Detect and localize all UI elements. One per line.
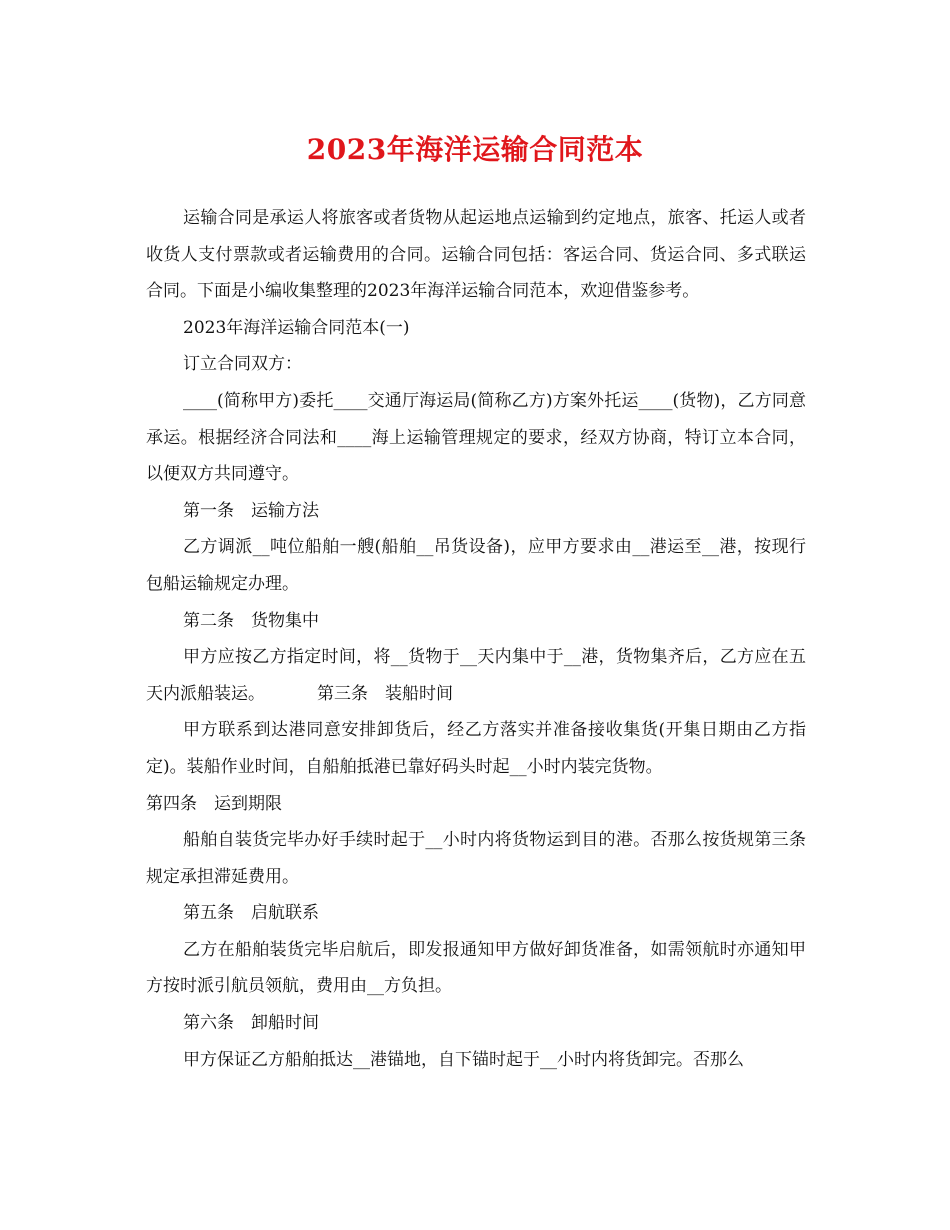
article-2-heading: 第二条 货物集中 <box>183 610 319 631</box>
article-5-text: 乙方在船舶装货完毕启航后，即发报通知甲方做好卸货准备，如需领航时亦通知甲方按时派引航员领航，费用由__方负担。 <box>146 939 806 997</box>
section-title: 2023年海洋运输合同范本(一) <box>183 317 410 338</box>
article-4-heading: 第四条 运到期限 <box>146 793 282 814</box>
article-1-heading: 第一条 运输方法 <box>183 500 319 521</box>
article-6-heading: 第六条 卸船时间 <box>183 1013 319 1034</box>
intro-paragraph: 运输合同是承运人将旅客或者货物从起运地点运输到约定地点，旅客、托运人或者收货人支付票款或者运输费用的合同。运输合同包括：客运合同、货运合同、多式联运合同。下面是小编收集整理的2023年海洋运输合同范本，欢迎借鉴参考。 <box>146 208 806 302</box>
article-5-heading: 第五条 启航联系 <box>183 903 319 924</box>
parties-paragraph: ____(简称甲方)委托____交通厅海运局(简称乙方)方案外托运____(货物)，乙方同意承运。根据经济合同法和____海上运输管理规定的要求，经双方协商，特订立本合同，以便双方共同遵守。 <box>146 390 806 485</box>
article-2-paragraph <box>146 639 806 712</box>
article-3-text: 甲方联系到达港同意安排卸货后，经乙方落实并准备接收集货(开集日期由乙方指定)。装船作业时间，自船舶抵港已靠好码头时起__小时内装完货物。 <box>146 720 806 777</box>
article-6-text: 甲方保证乙方船舶抵达__港锚地，自下锚时起于__小时内将货卸完。否那么 <box>183 1049 744 1070</box>
document-title: 2023年海洋运输合同范本 <box>306 133 644 166</box>
parties-label: 订立合同双方： <box>183 354 302 375</box>
article-3-heading: 第三条 装船时间 <box>317 683 453 704</box>
document-body <box>146 200 806 1078</box>
article-2-text: 甲方应按乙方指定时间，将__货物于__天内集中于__港，货物集齐后，乙方应在五天内派船装运。 <box>146 647 806 704</box>
article-1-text: 乙方调派__吨位船舶一艘(船舶__吊货设备)，应甲方要求由__港运至__港，按现行包船运输规定办理。 <box>146 537 806 594</box>
article-4-text: 船舶自装货完毕办好手续时起于__小时内将货物运到目的港。否那么按货规第三条规定承担滞延费用。 <box>146 830 806 887</box>
